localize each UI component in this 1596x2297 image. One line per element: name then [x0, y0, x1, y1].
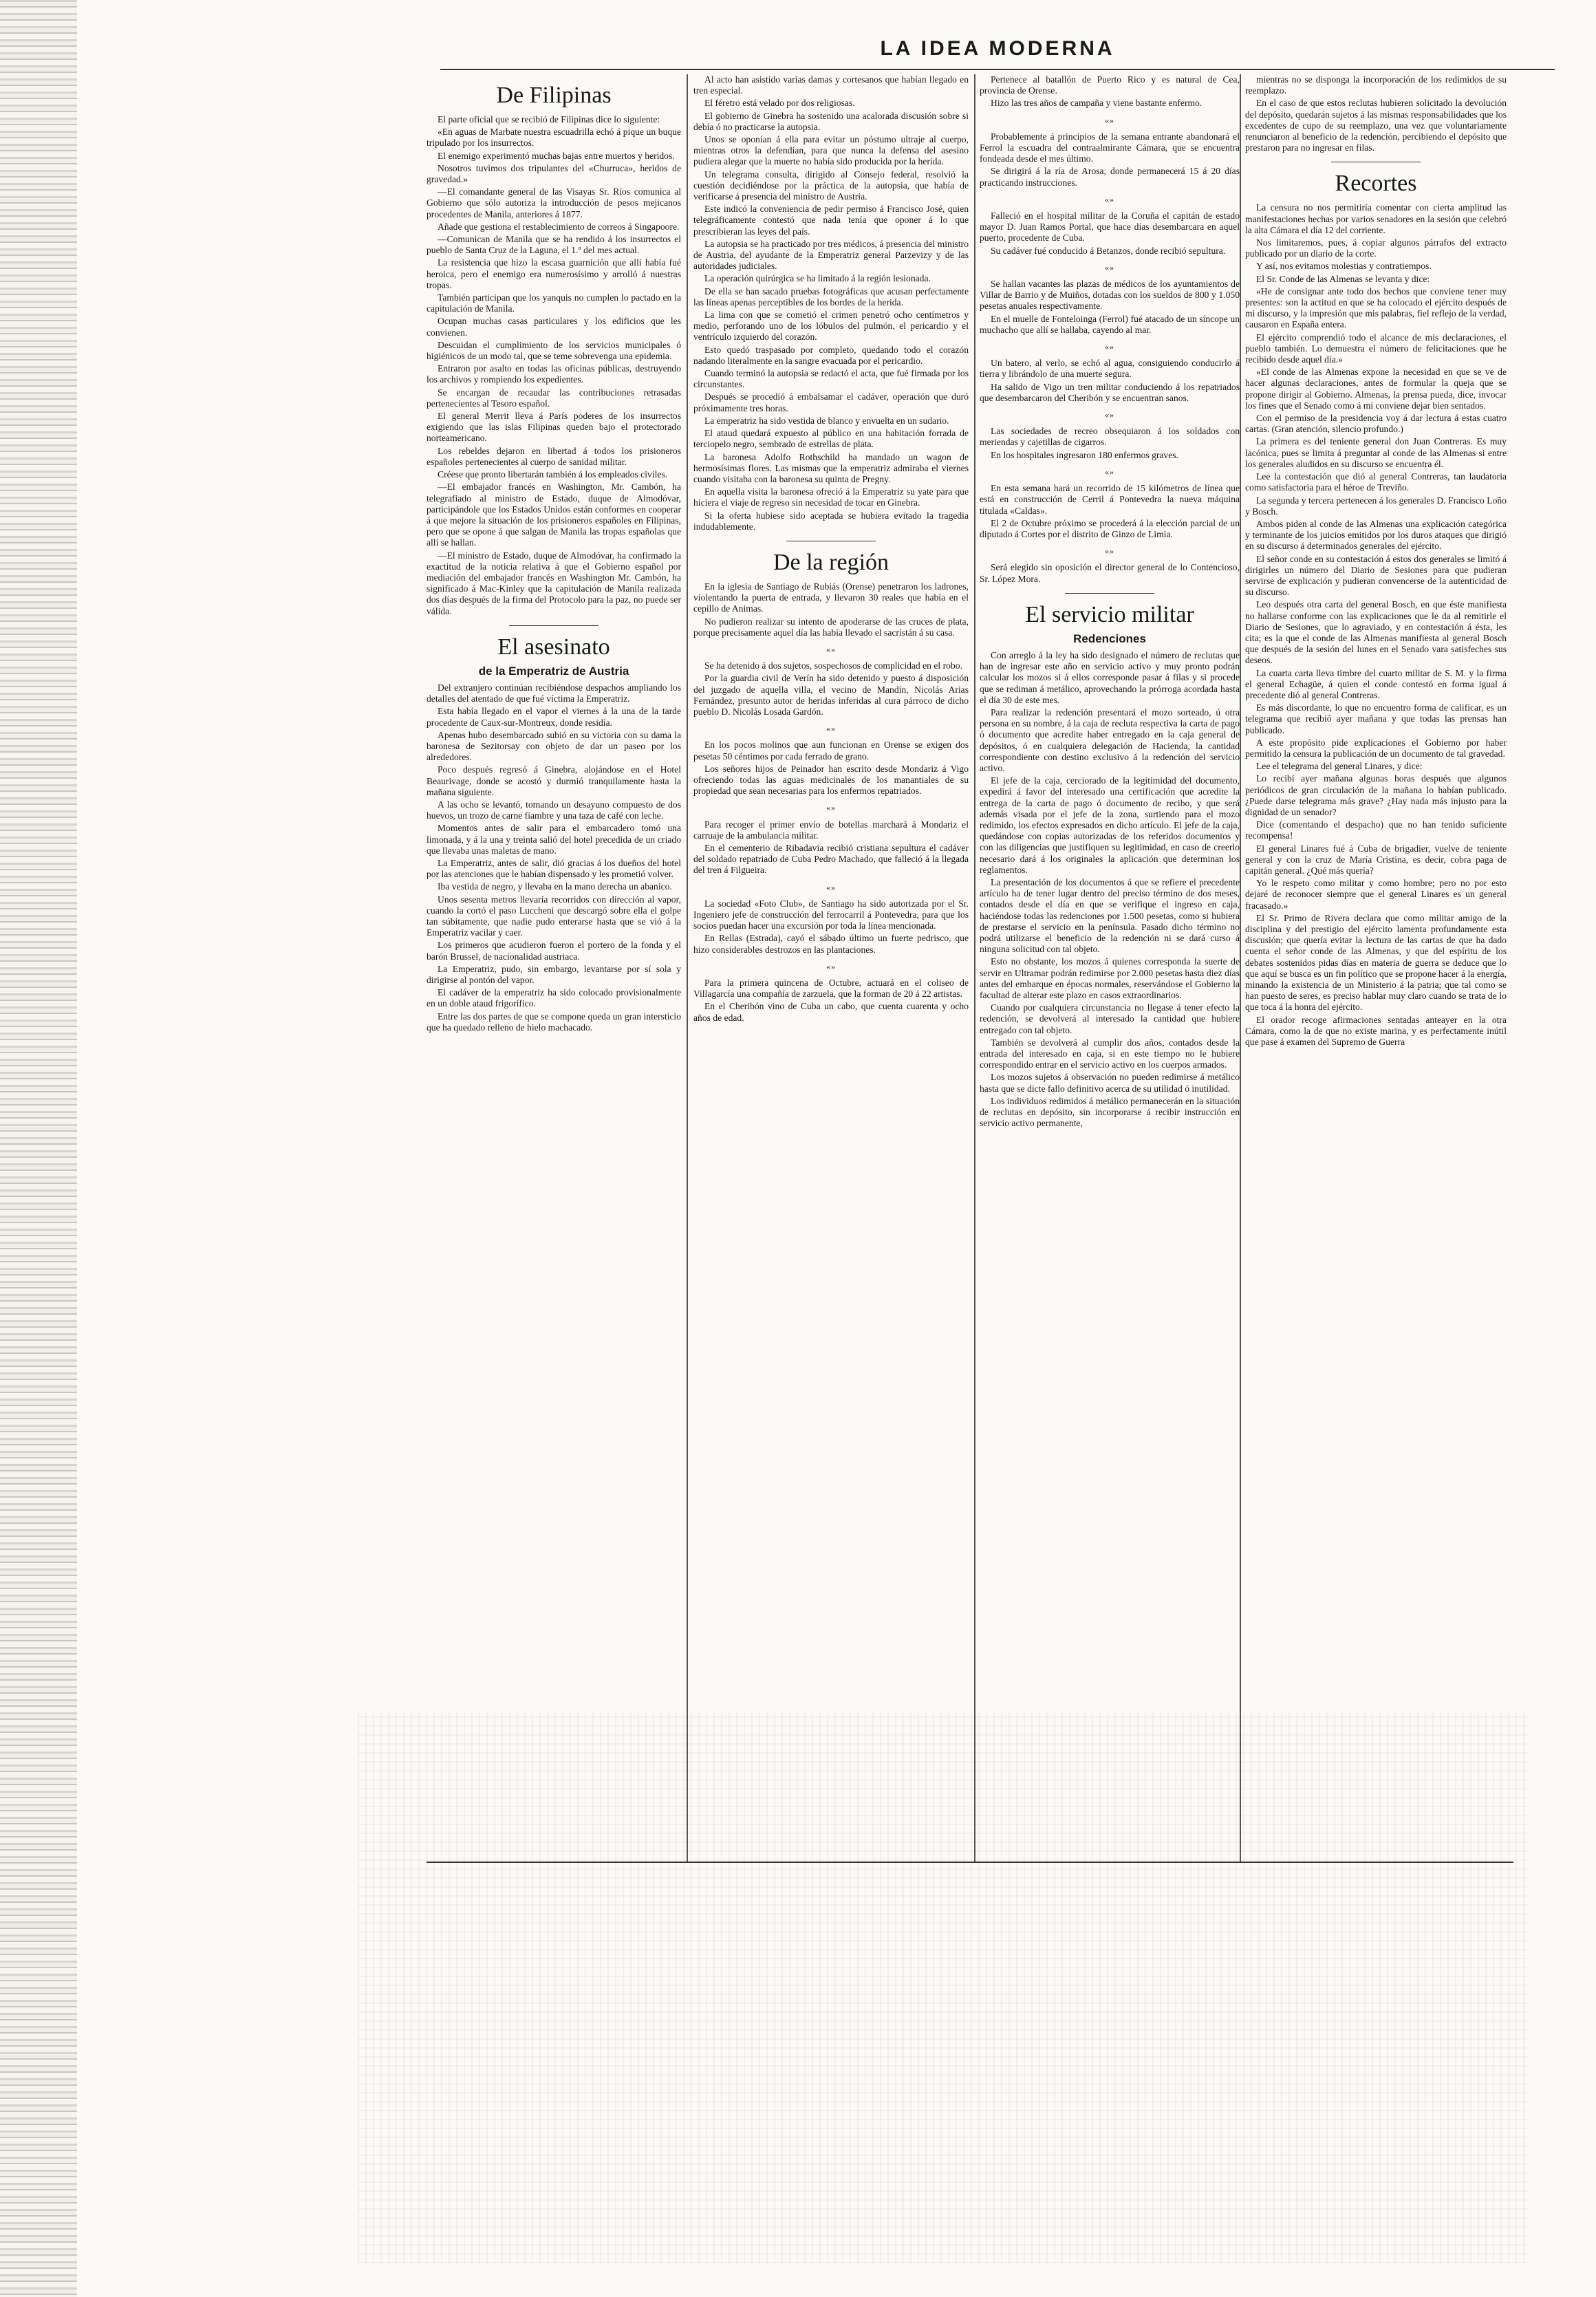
paragraph: Para recoger el primer envío de botellas marchará á Mondariz el carruaje de la ambulancia militar. [693, 819, 969, 841]
paragraph: El general Linares fué á Cuba de brigadier, vuelve de teniente general y con la cruz de María Cristina, es decir, cobra paga de capitán general. ¿Qué más quería? [1245, 843, 1507, 876]
paragraph: En los pocos molinos que aun funcionan en Orense se exigen dos pesetas 50 céntimos por cada ferrado de grano. [693, 740, 969, 762]
paragraph: Los primeros que acudieron fueron el portero de la fonda y el barón Brussel, de nacionalidad austriaca. [427, 940, 681, 962]
column-3 [980, 74, 1240, 1849]
paragraph: Ocupan muchas casas particulares y los edificios que les convienen. [427, 316, 681, 338]
paragraph: El señor conde en su contestación á estos dos generales se limitó á dirigirles un número del Diario de Sesiones para que pudieran servirse de explicación y pudieran convencerse de la autenticidad de su discurso. [1245, 553, 1507, 598]
paragraph: Cuando por cualquiera circunstancia no llegase á tener efecto la redención, se devolverá al interesado la cantidad que hubiere entregado con tal objeto. [980, 1002, 1240, 1035]
paragraph: Entre las dos partes de que se compone queda un gran intersticio que ha quedado relleno de hielo machacado. [427, 1011, 681, 1033]
paragraph: Leo después otra carta del general Bosch, en que éste manifiesta no hallarse conforme con las explicaciones que le da al remitirle el Diario de Sesiones, que lo agraviado, y en contestación á ésta, les cita; es la que el conde de las Almenas manifiesta al general Bosch que después de la sesión del lunes en el Senado vara satisfeches sus deseos. [1245, 599, 1507, 666]
paragraph: Entraron por asalto en todas las oficinas públicas, destruyendo los archivos y rompiendo los expedientes. [427, 363, 681, 385]
paragraph: Créese que pronto libertarán también á los empleados civiles. [438, 469, 668, 480]
paragraph: Un batero, al verlo, se echó al agua, consiguiendo conducirlo á tierra y librándolo de una muerte segura. [980, 358, 1240, 380]
paragraph-separator: «» [1105, 262, 1114, 272]
paragraph: Se ha detenido á dos sujetos, sospechosos de complicidad en el robo. [704, 660, 962, 671]
paragraph-separator: «» [1105, 194, 1114, 204]
paragraph: La emperatriz ha sido vestida de blanco y envuelta en un sudario. [704, 415, 949, 426]
paragraph-separator: «» [1105, 115, 1114, 125]
paragraph: Iba vestida de negro, y llevaba en la mano derecha un abanico. [438, 881, 672, 892]
paragraph: «He de consignar ante todo dos hechos que conviene tener muy presentes: son la actitud en que se ha colocado el ejército después de mi discurso, y la impresión que mis palabras, fiel reflejo de la verdad, causaron en España entera. [1245, 285, 1507, 330]
paragraph: Lo recibí ayer mañana algunas horas después que algunos periódicos de gran circulación de la mañana lo habían publicado. ¿Puede darse telegrama más grave? ¿Hay nada más injusto para la dignidad de un senador? [1245, 773, 1507, 817]
paragraph: Será elegido sin oposición el director general de lo Contencioso, Sr. López Mora. [980, 562, 1240, 584]
paragraph: Cuando terminó la autopsia se redactó el acta, que fué firmada por los circunstantes. [693, 368, 969, 390]
article-title-region: De la región [773, 549, 889, 575]
paragraph: Esto no obstante, los mozos á quienes corresponda la suerte de servir en Ultramar podrán redimirse por 2.000 pesetas hasta diez días antes del embarque en épocas normales, reservándose el Gobierno la facultad de alterar este plazo en casos extraordinarios. [980, 956, 1240, 1001]
column-rule [687, 74, 688, 1863]
paragraph: Yo le respeto como militar y como hombre; pero no por esto dejaré de reconocer siempre que el general Linares es un general fracasado.» [1245, 878, 1507, 911]
paragraph: La lima con que se cometió el crimen penetró ocho centímetros y medio, perforando uno de los lóbulos del pulmón, el pericardio y el ventrículo izquierdo del corazón. [693, 310, 969, 343]
paragraph: El cadáver de la emperatriz ha sido colocado provisionalmente en un doble ataud frigorífico. [427, 987, 681, 1009]
paragraph: Falleció en el hospital militar de la Coruña el capitán de estado mayor D. Juan Ramos Portal, que hace días desembarcara en aquel puerto, procedente de Cuba. [980, 211, 1240, 244]
paragraph: Después se procedió á embalsamar el cadáver, operación que duró próximamente tres horas. [693, 391, 969, 413]
paragraph: mientras no se disponga la incorporación de los redimidos de su reemplazo. [1245, 74, 1507, 96]
paragraph: En el caso de que estos reclutas hubieren solicitado la devolución del depósito, quedarán sujetos á las mismas responsabilidades que los excedentes de cupo de su reemplazo, una vez que voluntariamente renunciaron al beneficio de la redención, percibiendo el depósito que prestaron para no ingresar en filas. [1245, 98, 1507, 153]
column-2 [693, 74, 969, 1849]
paragraph: Dice (comentando el despacho) que no han tenido suficiente recompensa! [1245, 819, 1507, 841]
paragraph: No pudieron realizar su intento de apoderarse de las cruces de plata, porque precisamente aquel día las había llevado el sacristán á su casa. [693, 616, 969, 638]
paragraph: La sociedad «Foto Club», de Santiago ha sido autorizada por el Sr. Ingeniero jefe de construcción del ferrocarril á Pontevedra, para que los socios puedan hacer una excursión por toda la línea mencionada. [693, 898, 969, 931]
article-subtitle-redenciones: Redenciones [1073, 632, 1146, 645]
paragraph-separator: «» [826, 724, 836, 734]
paragraph: En esta semana hará un recorrido de 15 kilómetros de línea que está en construcción de Cerril á Pontevedra la nueva máquina titulada «Caldas». [980, 483, 1240, 516]
paragraph: El ejército comprendió todo el alcance de mis declaraciones, el pueblo también. Lo demuestra el número de felicitaciones que he recibido desde aquel día.» [1245, 332, 1507, 365]
column-1 [427, 74, 681, 1849]
paragraph-separator: «» [1105, 546, 1114, 557]
paragraph: La autopsia se ha practicado por tres médicos, á presencia del ministro de Austria, del ayudante de la Emperatriz general Parzevizy y de las autoridades judiciales. [693, 238, 969, 272]
paragraph: La baronesa Adolfo Rothschild ha mandado un wagon de hermosísimas flores. Las mismas que la emperatriz admiraba el viernes cuando visitaba con la baronesa su quinta de Pregny. [693, 451, 969, 484]
paragraph: El féretro está velado por dos religiosas. [704, 98, 855, 109]
article-separator [1065, 593, 1154, 594]
paragraph: El enemigo experimentó muchas bajas entre muertos y heridos. [438, 150, 675, 161]
paragraph: En el cementerio de Ribadavia recibió cristiana sepultura el cadáver del soldado repatriado de Cuba Pedro Machado, que falleció á la llegada del tren á Filgueira. [693, 842, 969, 876]
paragraph: Los señores hijos de Peinador han escrito desde Mondariz á Vigo ofreciendo todas las aguas medicinales de los manantiales de su propiedad que sean necesarias para los enfermos repatriados. [693, 763, 969, 797]
paragraph: Al acto han asistido varias damas y cortesanos que habían llegado en tren especial. [693, 74, 969, 96]
paragraph: La operación quirúrgica se ha limitado á la región lesionada. [704, 273, 931, 284]
paragraph: Su cadáver fué conducido á Betanzos, donde recibió sepultura. [991, 245, 1226, 256]
paragraph: También se devolverá al cumplir dos años, contados desde la entrada del interesado en caja, si en este tiempo no le hubiere correspondido entrar en el servicio activo en los cuerpos armados. [980, 1037, 1240, 1070]
paragraph: Unos se oponían á ella para evitar un póstumo ultraje al cuerpo, mientras otros la defendían, para que nunca la defensa del asesino pudiera alegar que la muerte no había sido producida por la herida. [693, 134, 969, 167]
paragraph: El Sr. Primo de Rivera declara que como militar amigo de la disciplina y del prestigio del ejército lamenta profundamente esta discusión; que quería evitar la lectura de las cartas de que ha dado cuenta el señor conde de las Almenas, y que del espíritu de los debates sostenidos pidas días en materia de guerra se deduce que lo que aquí se busca es un fin político que se propone hacer á la energía, minando la existencia de un Ministerio á la patria; que tal como se han puesto de seres, es preciso hablar muy claro cuando se trata de lo que toca á la honra del ejército. [1245, 912, 1507, 1013]
article-body-asesinato-cont [693, 74, 969, 532]
paragraph: Añade que gestiona el restablecimiento de correos á Singapoore. [438, 221, 680, 232]
paragraph: La censura no nos permitiría comentar con cierta amplitud las manifestaciones hechas por varios senadores en la sesión que celebró la alta Cámara el día 12 del corriente. [1245, 202, 1507, 235]
paragraph: La primera es del teniente general don Juan Contreras. Es muy lacónica, pues se limita á preguntar al conde de las Almenas si entre los generales aludidos en su discurso se encuentra él. [1245, 436, 1507, 469]
paragraph: El general Merrit lleva á París poderes de los insurrectos exigiendo que las islas Filipinas queden bajo el protectorado norteamericano. [427, 411, 681, 444]
paragraph: La cuarta carta lleva timbre del cuarto militar de S. M. y la firma el general Echagüe, á quien el conde contestó en forma igual á precedente dió al general Contreras. [1245, 667, 1507, 700]
column-rule [974, 74, 975, 1863]
paragraph-separator: «» [826, 644, 836, 654]
paragraph: Momentos antes de salir para el embarcadero tomó una limonada, y á la una y treinta salió del hotel precedida de un criado que llevaba unas maletas de mano. [427, 823, 681, 856]
paragraph: Un telegrama consulta, dirigido al Consejo federal, resolvió la cuestión decidiéndose por la práctica de la autopsia, que había de verificarse á presencia del ministro de Austria. [693, 169, 969, 202]
paragraph: Con arreglo á la ley ha sido designado el número de reclutas que han de ingresar este año en servicio activo y muy pronto podrán calcular los mozos si á ellos corresponde pasar á filas y si procede que se rediman á metálico, aprovechando la prórroga acordada hasta el día 30 de este mes. [980, 649, 1240, 705]
paragraph: —El embajador francés en Washington, Mr. Cambón, ha telegrafiado al ministro de Estado, duque de Almodóvar, participándole que los Estados Unidos están conformes en cooperar á que mejore la situación de los prisioneros españoles en Filipinas, pero que se opone á que salgan de Manila las tropas españolas que allí se hallan. [427, 482, 681, 548]
paragraph: Nosotros tuvimos dos tripulantes del «Churruca», heridos de gravedad.» [427, 162, 681, 185]
paragraph: Se encargan de recaudar las contribuciones retrasadas pertenecientes al Tesoro español. [427, 387, 681, 409]
paragraph: Las sociedades de recreo obsequiaron á los soldados con meriendas y cajetillas de cigarros. [980, 426, 1240, 448]
paragraph-separator: «» [1105, 466, 1114, 477]
paragraph: El orador recoge afirmaciones sentadas anteayer en la otra Cámara, como la de que no existe marina, y es perfectamente inútil que pase á examen del Supremo de Guerra [1245, 1014, 1507, 1048]
paragraph: El ataud quedará expuesto al público en una habitación forrada de terciopelo negro, sembrado de estrellas de plata. [693, 428, 969, 450]
paragraph: Con el permiso de la presidencia voy á dar lectura á estas cuatro cartas. (Gran atención, silencio profundo.) [1245, 413, 1507, 435]
article-title-asesinato: El asesinato [497, 634, 610, 660]
paragraph: Lee el telegrama del general Linares, y dice: [1256, 761, 1423, 772]
paragraph: Apenas hubo desembarcado subió en su victoria con su dama la baronesa de Sezitorsay con objeto de dar un paseo por los alrededores. [427, 729, 681, 763]
paragraph: Es más discordante, lo que no encuentro forma de calificar, es un telegrama que recibió ayer mañana y que todas las prensas han publicado. [1245, 702, 1507, 735]
paragraph: Nos limitaremos, pues, á copiar algunos párrafos del extracto publicado por un diario de la corte. [1245, 237, 1507, 259]
article-body-recortes [1245, 202, 1507, 1048]
article-title-servicio-militar: El servicio militar [1025, 601, 1194, 627]
paragraph: En los hospitales ingresaron 180 enfermos graves. [991, 449, 1178, 460]
column-4 [1245, 74, 1507, 1849]
article-body-asesinato [427, 682, 681, 1033]
paragraph-separator: «» [826, 803, 836, 813]
paragraph: Ambos piden al conde de las Almenas una explicación categórica y terminante de los juicios emitidos por los duros ataques que dirigió en su discurso á determinados generales del ejército. [1245, 518, 1507, 552]
paragraph: «El conde de las Almenas expone la necesidad en que se ve de hacer algunas declaraciones, antes de formular la queja que se propone dirigir al Gobierno. Almenas, la prensa pueda, dice, invocar los fines que el Senado como á mi conviene dejar bien sentados. [1245, 367, 1507, 411]
newspaper-title: LA IDEA MODERNA [880, 37, 1115, 60]
paragraph: También participan que los yanquis no cumplen lo pactado en la capitulación de Manila. [427, 292, 681, 314]
article-subtitle-asesinato: de la Emperatriz de Austria [478, 664, 629, 678]
paragraph: Por la guardia civil de Verín ha sido detenido y puesto á disposición del juzgado de aquella villa, el vecino de Mandín, Nicolás Arias Fernández, presunto autor de heridas inferidas al cura párroco de dicho pueblo D. Nicolás Losada Gardón. [693, 673, 969, 717]
column-rule [1240, 74, 1241, 1863]
article-body-filipinas [427, 114, 681, 617]
paragraph: A las ocho se levantó, tomando un desayuno compuesto de dos huevos, un trozo de carne fiambre y una taza de café con leche. [427, 799, 681, 821]
paragraph: Para la primera quincena de Octubre, actuará en el coliseo de Villagarcía una compañía de zarzuela, que la forman de 20 á 22 artistas. [693, 978, 969, 1000]
article-title-recortes: Recortes [1335, 171, 1417, 197]
paragraph: El Sr. Conde de las Almenas se levanta y dice: [1256, 273, 1430, 284]
paragraph: Del extranjero continúan recibiéndose despachos ampliando los detalles del atentado de que fué víctima la Emperatriz. [427, 682, 681, 704]
paragraph: El parte oficial que se recibió de Filipinas dice lo siguiente: [438, 114, 660, 125]
paragraph: Descuidan el cumplimiento de los servicios municipales ó higiénicos de un modo tal, que se teme sobrevenga una epidemia. [427, 339, 681, 362]
paragraph-separator: «» [1105, 342, 1114, 352]
paragraph: Se hallan vacantes las plazas de médicos de los ayuntamientos de Villar de Barrio y de Muiños, dotadas con los sueldos de 800 y 1.050 pesetas anuales respectivamente. [980, 279, 1240, 312]
article-body-region [693, 581, 969, 1024]
paragraph: En el muelle de Fonteloinga (Ferrol) fué atacado de un síncope un muchacho que allí se hallaba, cayendo al mar. [980, 313, 1240, 335]
paragraph: Para realizar la redención presentará el mozo sorteado, ú otra persona en su nombre, á la caja de recluta respectiva la carta de pago ó documento que acredite haber entregado en la caja general de depósitos, ó en cualquiera delegación de Hacienda, la cantidad correspondiente con destino exclusivo á la redención del servicio activo. [980, 707, 1240, 773]
page-bottom-rule [427, 1862, 1513, 1863]
paragraph: Poco después regresó á Ginebra, alojándose en el Hotel Beaurivage, donde se acostó y durmió tranquilamente hasta la mañana siguiente. [427, 764, 681, 797]
paragraph: El jefe de la caja, cerciorado de la legitimidad del documento, expedirá á favor del interesado una certificación que acredite la entrega de la carta de pago ó documento de recibo, y que será además visada por el jefe de la zona, surtiendo para el mozo redimido, los efectos expresados en dicho artículo. El jefe de la caja, quedándose con copias autorizadas de los referidos documentos y con las diligencias que justifiquen su legitimidad, en caso de creerlo necesario dará á los originales la aplicación que determinan los reglamentos. [980, 775, 1240, 875]
paragraph: Se dirigirá á la ría de Arosa, donde permanecerá 15 á 20 días practicando instrucciones. [980, 166, 1240, 188]
paragraph: —El comandante general de las Visayas Sr. Ríos comunica al Gobierno que sólo autoriza la introducción de pesos mejicanos procedentes de Manila, anteriores á 1877. [427, 186, 681, 219]
paragraph: A este propósito pide explicaciones el Gobierno por haber permitido la censura la publicación de un documento de tal gravedad. [1245, 737, 1507, 759]
paragraph: «En aguas de Marbate nuestra escuadrilla echó á pique un buque tripulado por los insurrectos. [427, 127, 681, 149]
paragraph: En aquella visita la baronesa ofreció á la Emperatriz su yate para que hiciera el viaje de regreso sin necesidad de tocar en Ginebra. [693, 486, 969, 508]
paragraph: La segunda y tercera pertenecen á los generales D. Francisco Loño y Bosch. [1245, 495, 1507, 517]
article-body-servicio-militar [980, 650, 1240, 1130]
paragraph: El gobierno de Ginebra ha sostenido una acalorada discusión sobre si debía ó no practicarse la autopsia. [693, 110, 969, 132]
paragraph: —Comunican de Manila que se ha rendido á los insurrectos el pueblo de Santa Cruz de la Laguna, el 1.º del mes actual. [427, 234, 681, 256]
paragraph: La resistencia que hizo la escasa guarnición que allí había fué heroica, pero el enemigo era numerosísimo y arrolló á nuestras tropas. [427, 257, 681, 290]
paragraph-separator: «» [826, 882, 836, 892]
paragraph: Ha salido de Vigo un tren militar conduciendo á los repatriados que desembarcaron del Cheribón y se encuentran sanos. [980, 381, 1240, 403]
paragraph: Pertenece al batallón de Puerto Rico y es natural de Cea, provincia de Orense. [980, 74, 1240, 96]
paragraph-separator: «» [826, 961, 836, 971]
paragraph: Los mozos sujetos á observación no pueden redimirse á metálico hasta que se dicte fallo definitivo acerca de su utilidad ó inutilidad. [980, 1072, 1240, 1094]
scan-left-edge [0, 0, 77, 2297]
paragraph: En el Cheribón vino de Cuba un cabo, que cuenta cuarenta y ocho años de edad. [693, 1001, 969, 1023]
paragraph: Hizo las tres años de campaña y viene bastante enfermo. [991, 98, 1203, 109]
paragraph: Si la oferta hubiese sido aceptada se hubiera evitado la tragedia indudablemente. [693, 510, 969, 532]
paragraph: En Rellas (Estrada), cayó el sábado último un fuerte pedrisco, que hizo considerables destrozos en las plantaciones. [693, 933, 969, 955]
paragraph: Probablemente á principios de la semana entrante abandonará el Ferrol la escuadra del contraalmirante Cámara, que se encuentra fondeada desde el mes último. [980, 131, 1240, 164]
paragraph: El 2 de Octubre próximo se procederá á la elección parcial de un diputado á Cortes por el distrito de Ginzo de Limia. [980, 517, 1240, 539]
article-title-filipinas: De Filipinas [496, 83, 612, 108]
paragraph: Este indicó la conveniencia de pedir permiso á Francisco José, quien telegráficamente contestó que nada tenía que oponer á lo que prescribieran las leyes del país. [693, 204, 969, 237]
masthead [440, 0, 1555, 70]
paragraph: —El ministro de Estado, duque de Almodóvar, ha confirmado la exactitud de la noticia relativa á que el Gobierno español por mediación del embajador francés en Washington Mr. Cambón, ha significado á Mac-Kinley que la capitulación de Manila realizada dos días después de la firma del Protocolo para la paz, no puede ser válida. [427, 550, 681, 616]
paragraph: La Emperatriz, antes de salir, dió gracias á los dueños del hotel por las atenciones que le habían dispensado y les prometió volver. [427, 857, 681, 880]
paragraph: Y así, nos evitamos molestias y contratiempos. [1256, 261, 1432, 272]
article-body-region-cont [980, 74, 1240, 585]
paragraph: La Emperatriz, pudo, sin embargo, levantarse por sí sola y dirigirse al pontón del vapor. [427, 963, 681, 986]
paragraph-separator: «» [1105, 410, 1114, 420]
article-body-servicio-cont [1245, 74, 1507, 153]
paragraph: En la iglesia de Santiago de Rubiás (Orense) penetraron los ladrones, violentando la puerta de entrada, y llevaron 30 reales que había en el cepillo de Animas. [693, 581, 969, 614]
paragraph: Lee la contestación que dió al general Contreras, tan laudatoria como satisfactoria para el héroe de Treviño. [1245, 471, 1507, 493]
article-separator [509, 625, 598, 626]
paragraph: De ella se han sacado pruebas fotográficas que acusan perfectamente las líneas apenas perceptibles de los bordes de la herida. [693, 285, 969, 308]
paragraph: Esto quedó traspasado por completo, quedando todo el corazón nadando literalmente en la sangre evacuada por el pericardio. [693, 344, 969, 366]
paragraph: Los individuos redimidos á metálico permanecerán en la situación de reclutas en depósito, sin incorporarse á recibir instrucción en servicio activo permanente, [980, 1095, 1240, 1129]
paragraph: Esta había llegado en el vapor el viernes á la una de la tarde procedente de Caux-sur-Montreux, donde residía. [427, 706, 681, 728]
paragraph: La presentación de los documentos á que se refiere el precedente artículo ha de tener lugar dentro del preciso término de dos meses, contados desde el día en que se verifique el ingreso en caja, haciéndose todas las redenciones por 1.500 pesetas, como si hubiera de prestarse el servicio en la península. Pasado dicho término no podrá utilizarse el beneficio de la redención ni se dará curso á ninguna solicitud con tal objeto. [980, 876, 1240, 955]
paragraph: Unos sesenta metros llevaría recorridos con dirección al vapor, cuando la cortó el paso Luccheni que descargó sobre ella el golpe tan súbitamente, que nadie pudo enterarse hasta que se vió á la Emperatriz vacilar y caer. [427, 894, 681, 938]
paragraph: Los rebeldes dejaron en libertad á todos los prisioneros españoles pertenecientes al cuerpo de sanidad militar. [427, 445, 681, 467]
